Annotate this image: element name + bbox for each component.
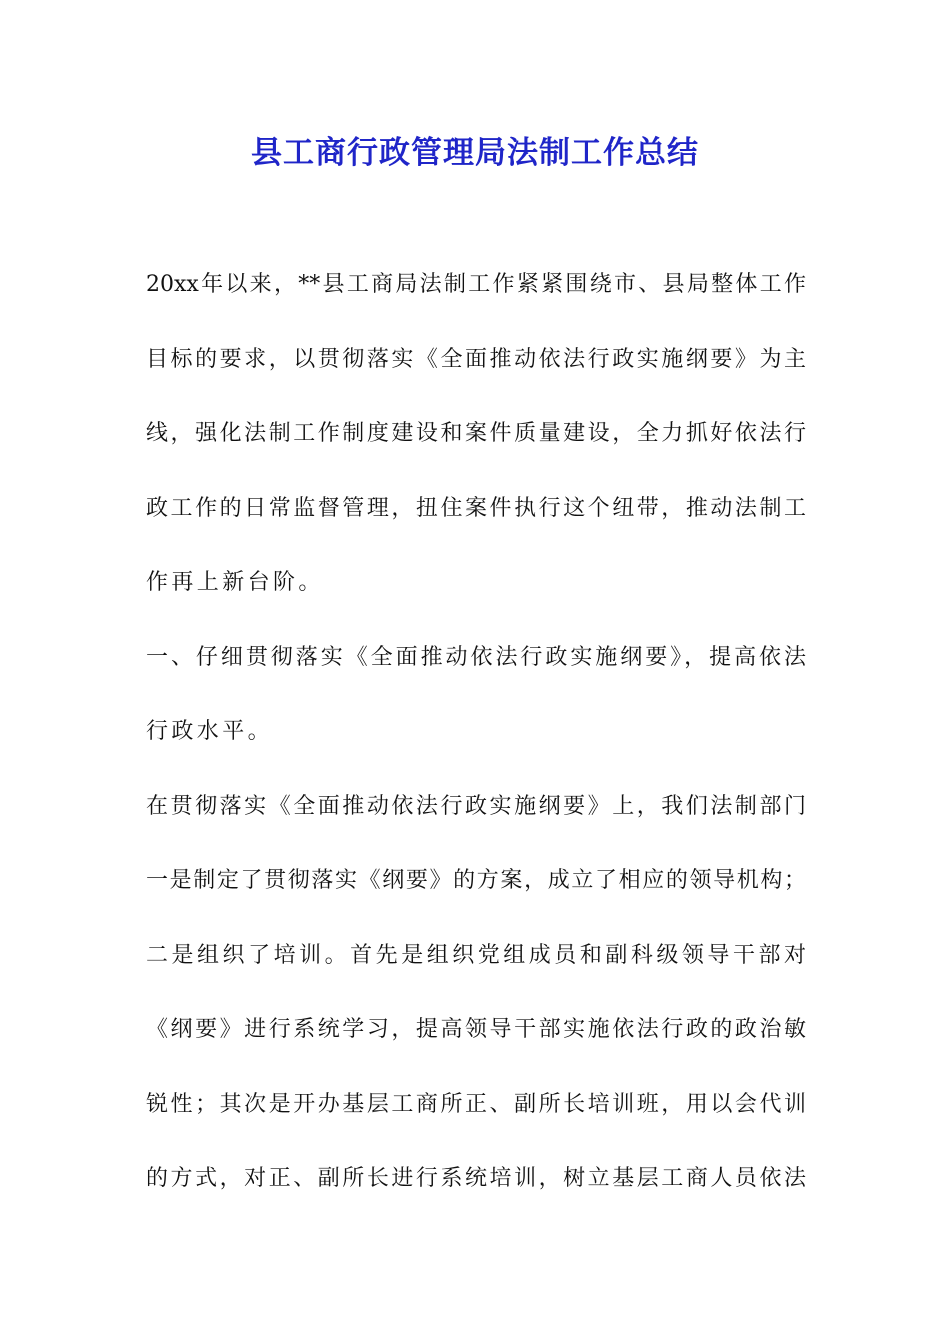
section-heading-line: 行政水平。 xyxy=(146,719,274,744)
body-line: 在贯彻落实《全面推动依法行政实施纲要》上，我们法制部门 xyxy=(146,793,806,819)
body-line: 一是制定了贯彻落实《纲要》的方案，成立了相应的领导机构； xyxy=(146,868,806,893)
body-line: 目标的要求，以贯彻落实《全面推动依法行政实施纲要》为主 xyxy=(146,346,806,372)
body-line: 二是组织了培训。首先是组织党组成员和副科级领导干部对 xyxy=(146,942,806,968)
body-line: 政工作的日常监督管理，扭住案件执行这个纽带，推动法制工 xyxy=(146,495,806,521)
body-line: 《纲要》进行系统学习，提高领导干部实施依法行政的政治敏 xyxy=(146,1017,806,1042)
body-line: 锐性；其次是开办基层工商所正、副所长培训班，用以会代训 xyxy=(146,1091,806,1117)
body-line: 线，强化法制工作制度建设和案件质量建设，全力抓好依法行 xyxy=(146,421,806,446)
section-heading-line: 一、仔细贯彻落实《全面推动依法行政实施纲要》，提高依法 xyxy=(146,644,806,670)
body-line: 作再上新台阶。 xyxy=(146,570,324,595)
document-title: 县工商行政管理局法制工作总结 xyxy=(251,135,699,171)
document-body xyxy=(146,264,806,1233)
body-line: 20xx年以来，**县工商局法制工作紧紧围绕市、县局整体工作 xyxy=(146,272,806,297)
body-line: 的方式，对正、副所长进行系统培训，树立基层工商人员依法 xyxy=(146,1166,806,1191)
